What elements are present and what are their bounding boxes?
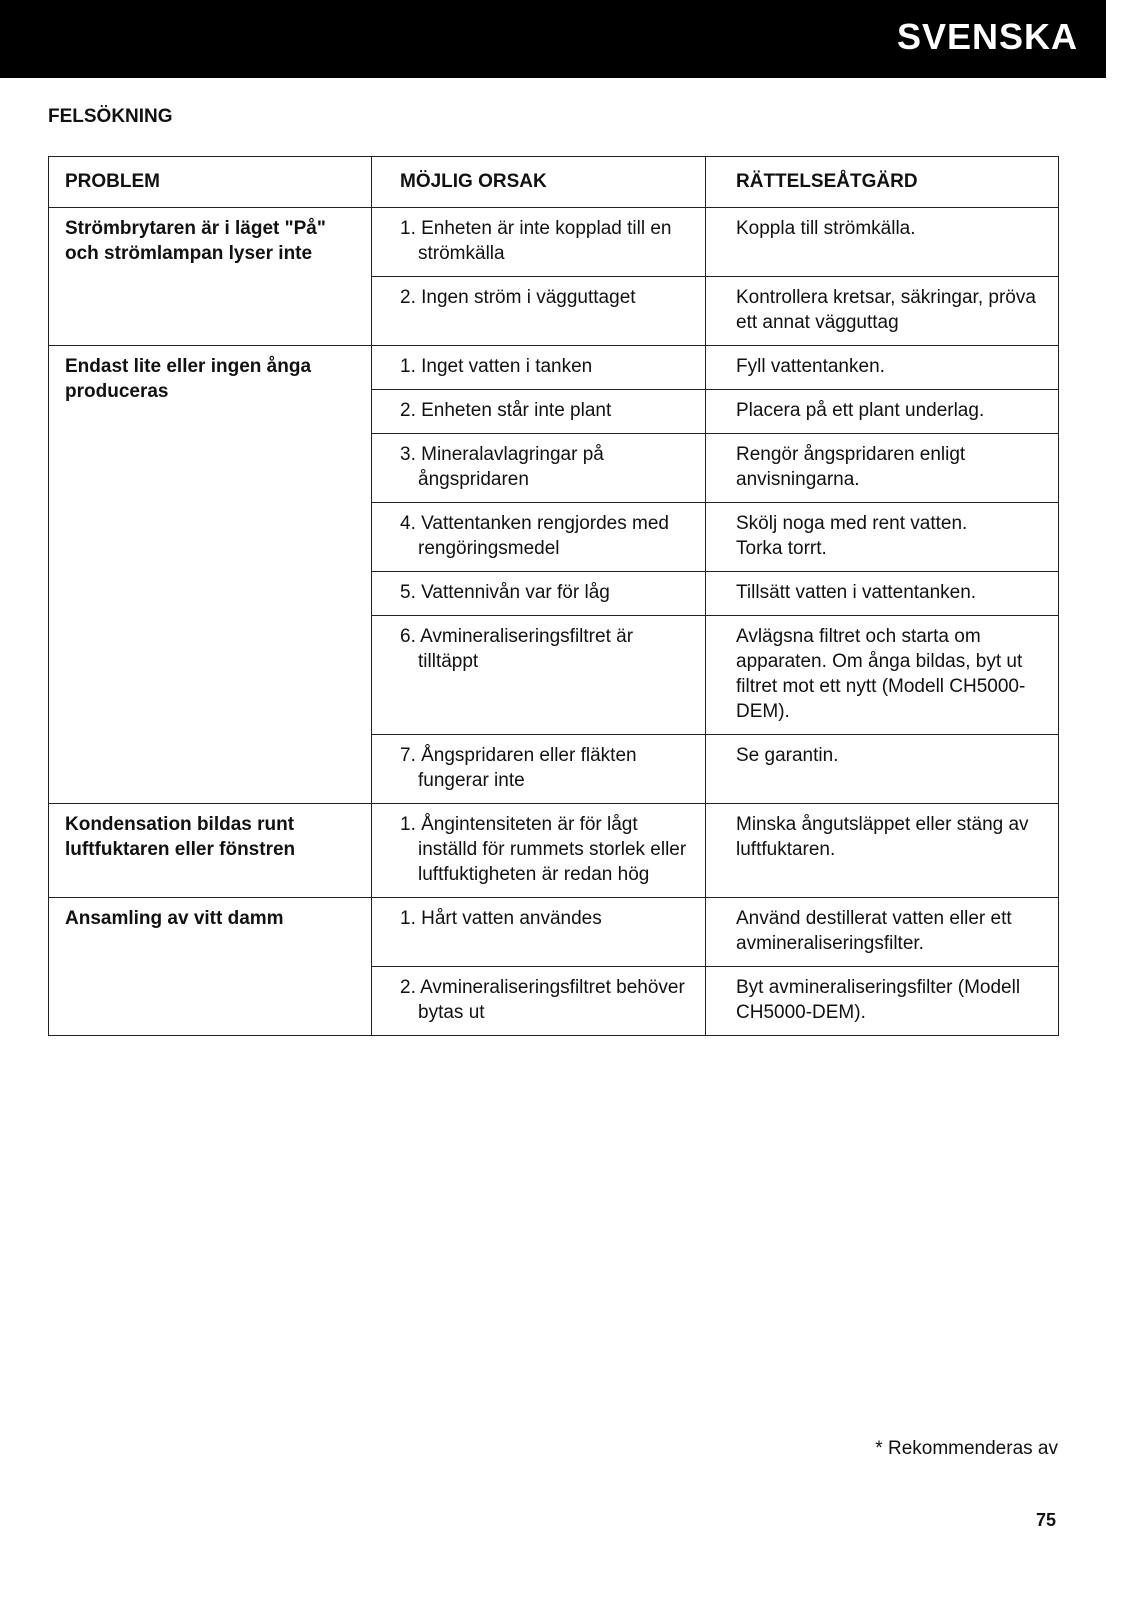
- remedy-cell: [706, 616, 1059, 735]
- cause-text: 7. Ångspridaren eller fläkten fungerar inte: [400, 745, 637, 791]
- cause-cell: [372, 208, 706, 277]
- cause-text: 2. Avmineraliseringsfiltret behöver bytas ut: [400, 977, 685, 1023]
- table-row: [49, 346, 1059, 390]
- cause-text: 2. Enheten står inte plant: [400, 400, 612, 421]
- remedy-cell: [706, 208, 1059, 277]
- remedy-cell: [706, 277, 1059, 346]
- remedy-text: Använd destillerat vatten eller ett avmineraliseringsfilter.: [736, 908, 1012, 954]
- language-label: SVENSKA: [896, 16, 1078, 57]
- remedy-cell: [706, 735, 1059, 804]
- header-bar: [0, 0, 1106, 78]
- remedy-text: Skölj noga med rent vatten. Torka torrt.: [736, 513, 968, 559]
- problem-cell: Ansamling av vitt damm: [49, 898, 372, 1036]
- table-row: [49, 208, 1059, 277]
- remedy-text: Tillsätt vatten i vattentanken.: [736, 582, 977, 603]
- section-title: FELSÖKNING: [48, 106, 173, 127]
- remedy-text: Se garantin.: [736, 745, 839, 766]
- table-body: [49, 208, 1059, 1036]
- cause-text: 6. Avmineraliseringsfiltret är tilltäppt: [400, 626, 634, 672]
- header-cause: MÖJLIG ORSAK: [372, 157, 706, 208]
- table-row: [49, 804, 1059, 898]
- header-remedy: RÄTTELSEÅTGÄRD: [706, 157, 1059, 208]
- cause-cell: [372, 434, 706, 503]
- remedy-cell: [706, 434, 1059, 503]
- remedy-text: Rengör ångspridaren enligt anvisningarna.: [736, 444, 966, 490]
- remedy-cell: [706, 503, 1059, 572]
- cause-cell: [372, 390, 706, 434]
- remedy-cell: [706, 898, 1059, 967]
- cause-cell: [372, 967, 706, 1036]
- cause-cell: [372, 735, 706, 804]
- cause-cell: [372, 804, 706, 898]
- remedy-text: Minska ångutsläppet eller stäng av luftfuktaren.: [736, 814, 1029, 860]
- cause-cell: [372, 898, 706, 967]
- cause-text: 4. Vattentanken rengjordes med rengöringsmedel: [400, 513, 669, 559]
- cause-text: 5. Vattennivån var för låg: [400, 582, 610, 603]
- cause-cell: [372, 346, 706, 390]
- remedy-cell: [706, 967, 1059, 1036]
- problem-cell: Strömbrytaren är i läget "På" och strömlampan lyser inte: [49, 208, 372, 346]
- cause-text: 2. Ingen ström i vägguttaget: [400, 287, 636, 308]
- remedy-text: Avlägsna filtret och starta om apparaten. Om ånga bildas, byt ut filtret mot ett nytt (Modell CH5000-DEM).: [736, 626, 1026, 722]
- remedy-cell: [706, 346, 1059, 390]
- remedy-text: Byt avmineraliseringsfilter (Modell CH5000-DEM).: [736, 977, 1021, 1023]
- cause-text: 1. Inget vatten i tanken: [400, 356, 593, 377]
- cause-cell: [372, 572, 706, 616]
- table-header-row: [49, 157, 1059, 208]
- remedy-text: Koppla till strömkälla.: [736, 218, 916, 239]
- cause-text: 1. Ångintensiteten är för lågt inställd för rummets storlek eller luftfuktigheten är redan hög: [400, 814, 687, 885]
- page-number: 75: [1035, 1510, 1056, 1530]
- footnote: * Rekommenderas av: [875, 1438, 1058, 1459]
- remedy-cell: [706, 572, 1059, 616]
- cause-cell: [372, 503, 706, 572]
- cause-cell: [372, 277, 706, 346]
- cause-cell: [372, 616, 706, 735]
- problem-cell: Endast lite eller ingen ånga produceras: [49, 346, 372, 804]
- header-problem: PROBLEM: [49, 157, 372, 208]
- table-row: [49, 898, 1059, 967]
- cause-text: 3. Mineralavlagringar på ångspridaren: [400, 444, 604, 490]
- remedy-cell: [706, 390, 1059, 434]
- remedy-text: Kontrollera kretsar, säkringar, pröva ett annat vägguttag: [736, 287, 1036, 333]
- troubleshooting-table: [48, 156, 1059, 1036]
- cause-text: 1. Hårt vatten användes: [400, 908, 602, 929]
- remedy-cell: [706, 804, 1059, 898]
- problem-cell: Kondensation bildas runt luftfuktaren eller fönstren: [49, 804, 372, 898]
- cause-text: 1. Enheten är inte kopplad till en strömkälla: [400, 218, 672, 264]
- remedy-text: Fyll vattentanken.: [736, 356, 885, 377]
- remedy-text: Placera på ett plant underlag.: [736, 400, 985, 421]
